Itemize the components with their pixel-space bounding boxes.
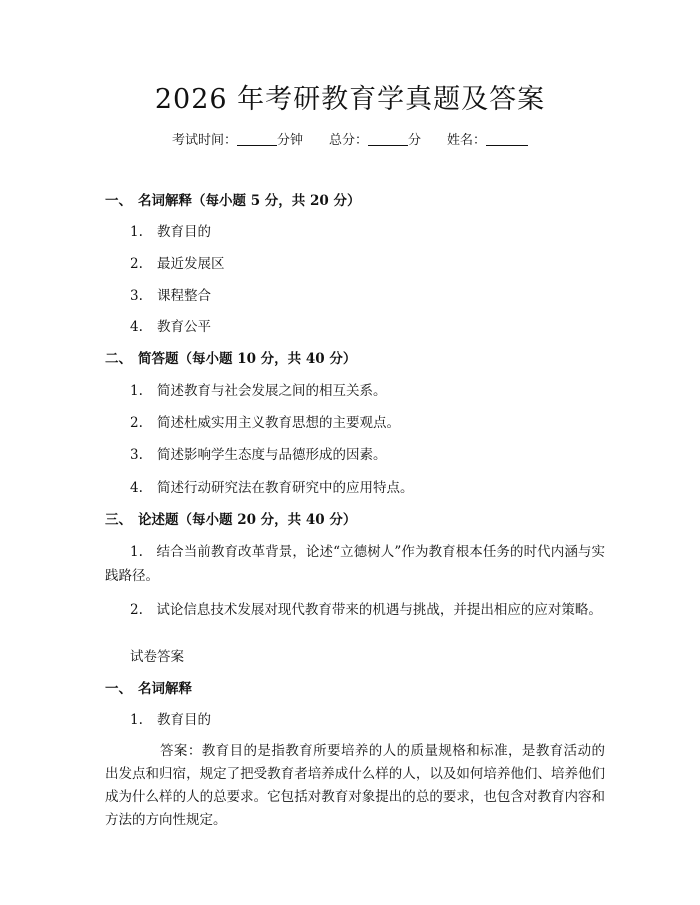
list-item: 4. 教育公平 — [130, 319, 211, 335]
essay-question-1: 1. 结合当前教育改革背景，论述“立德树人”作为教育根本任务的时代内涵与实践路径。 — [105, 544, 605, 584]
list-item: 1. 简述教育与社会发展之间的相互关系。 — [130, 383, 387, 399]
name-blank — [486, 131, 528, 146]
exam-info-line — [0, 130, 700, 152]
section-title: 论述题（每小题 20 分，共 40 分） — [138, 512, 357, 528]
list-item: 3. 简述影响学生态度与品德形成的因素。 — [130, 447, 387, 463]
list-item: 4. 简述行动研究法在教育研究中的应用特点。 — [130, 480, 414, 496]
answer-paragraph: 答案：教育目的是指教育所要培养的人的质量规格和标准，是教育活动的出发点和归宿，规定了把受教育者培养成什么样的人，以及如何培养他们、培养他们成为什么样的人的总要求。它包括对教育对象提出的总的要求，也包含对教育内容和方法的方向性规定。 — [105, 743, 605, 828]
list-item: 1. 教育目的 — [130, 712, 211, 728]
section-number: 一、 — [105, 681, 132, 697]
score-blank — [368, 131, 408, 146]
score-label: 总分： — [328, 133, 368, 148]
answer-section-heading-1 — [105, 679, 192, 699]
section-number: 三、 — [105, 512, 132, 528]
list-item: 3. 课程整合 — [130, 288, 211, 304]
time-blank — [237, 131, 277, 146]
section-heading-2 — [105, 349, 356, 369]
section-heading-3 — [105, 510, 356, 530]
list-item: 2. 简述杜威实用主义教育思想的主要观点。 — [130, 415, 400, 431]
time-label: 考试时间： — [171, 133, 237, 148]
section-number: 一、 — [105, 193, 132, 209]
score-unit: 分 — [408, 133, 422, 148]
section-title: 简答题（每小题 10 分，共 40 分） — [138, 351, 357, 367]
section-number: 二、 — [105, 351, 132, 367]
section-title: 名词解释 — [138, 681, 192, 697]
list-item: 2. 最近发展区 — [130, 256, 225, 272]
list-item: 1. 教育目的 — [130, 224, 211, 240]
section-heading-1 — [105, 191, 360, 211]
time-unit: 分钟 — [276, 133, 303, 148]
answers-label: 试卷答案 — [130, 649, 184, 665]
section-title: 名词解释（每小题 5 分，共 20 分） — [138, 193, 361, 209]
name-label: 姓名： — [447, 133, 487, 148]
essay-question-2: 2. 试论信息技术发展对现代教育带来的机遇与挑战，并提出相应的应对策略。 — [130, 602, 602, 618]
document-title: 2026 年考研教育学真题及答案 — [154, 84, 546, 115]
